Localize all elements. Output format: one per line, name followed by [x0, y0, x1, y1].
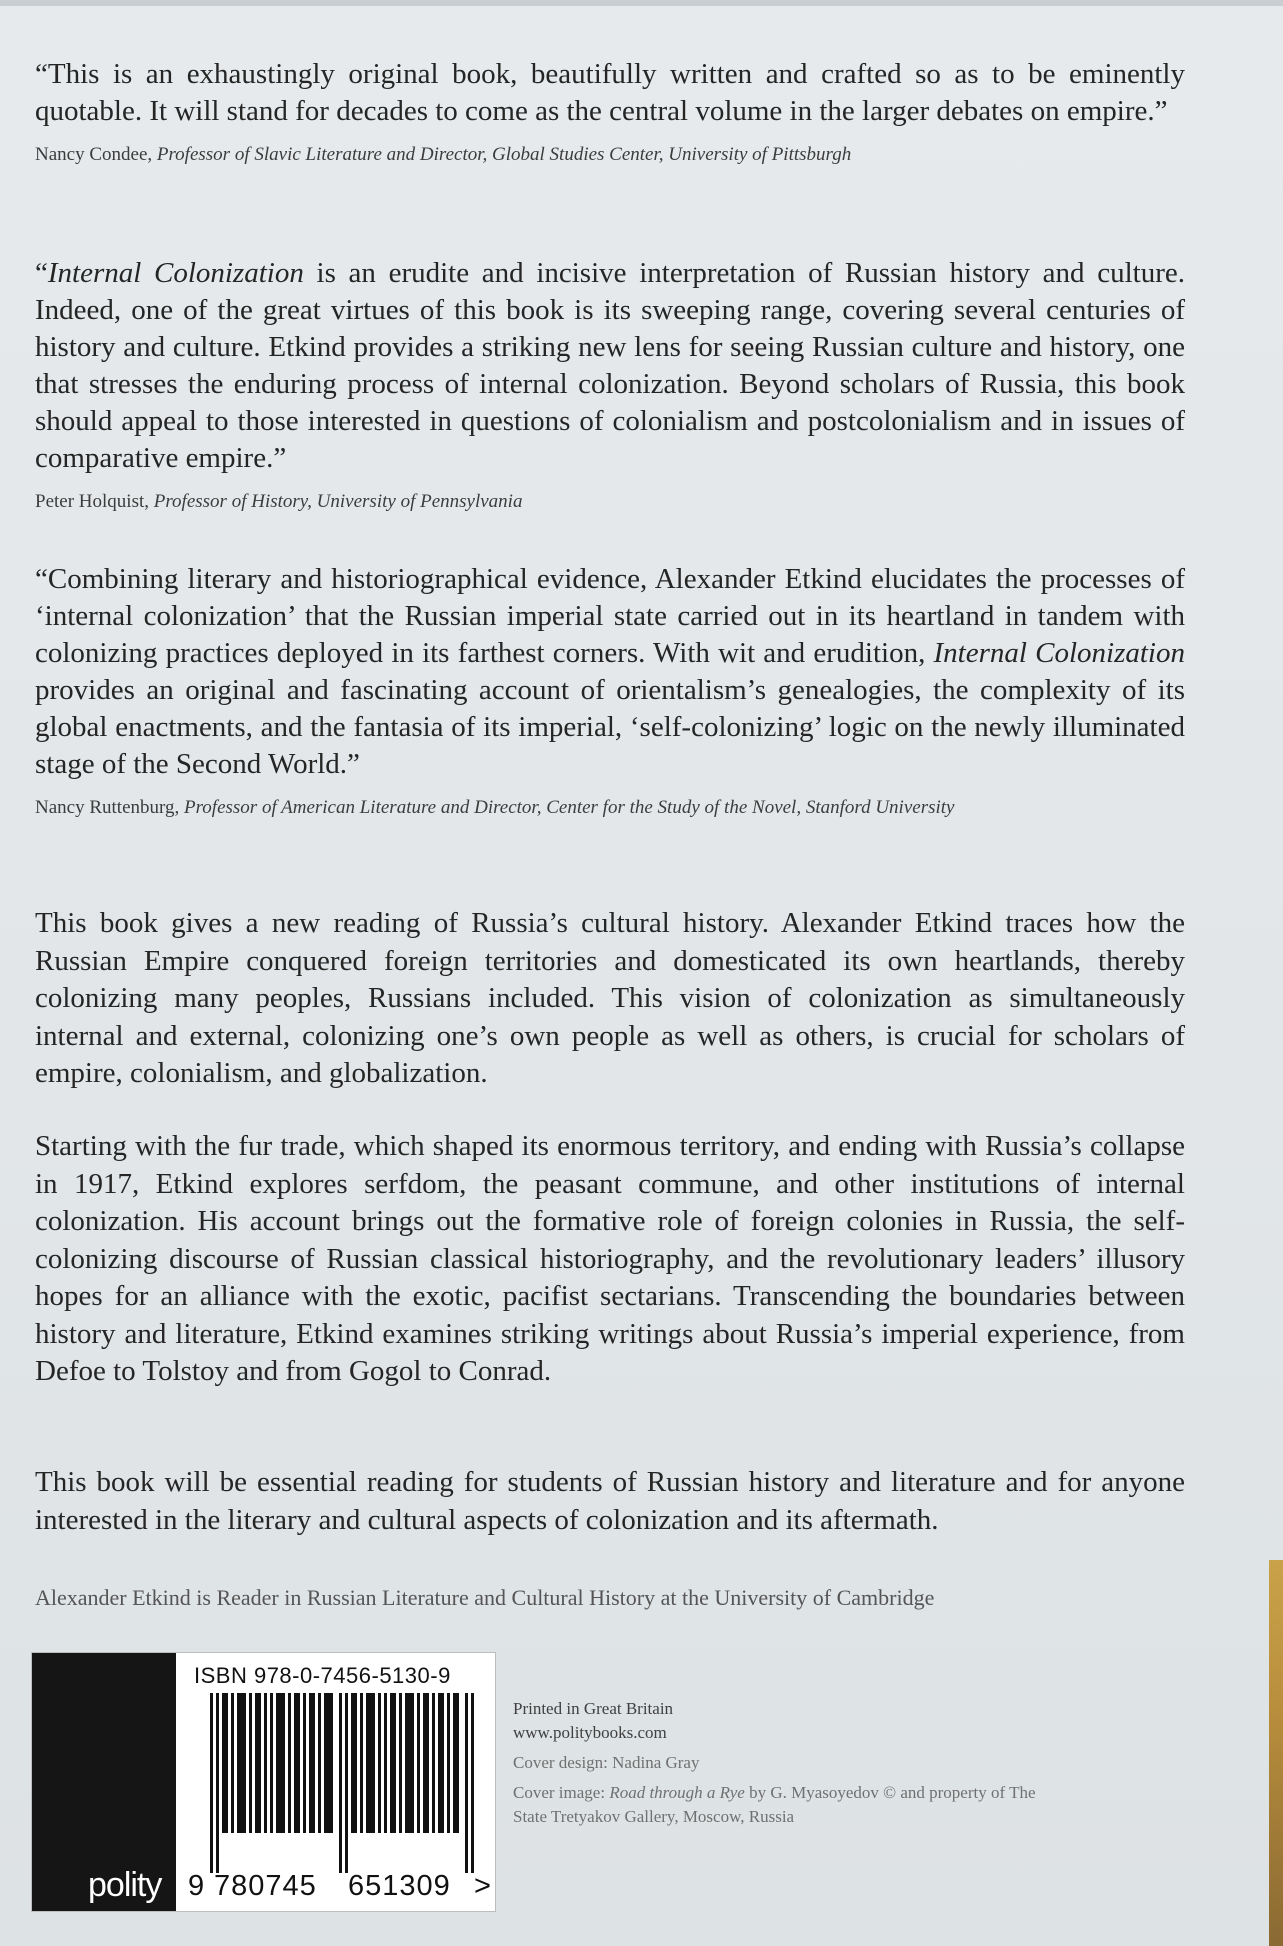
print-info — [513, 1697, 1073, 1829]
blurb-name: Nancy Condee, — [35, 144, 153, 165]
description-paragraph-1: This book gives a new reading of Russia’s cultural history. Alexander Etkind traces how the Russian Empire conquered foreign territories and domesticated its own heartlands, thereby colonizing many peoples, Russians included. This vision of colonization as simultaneously internal and external, colonizing one’s own people as well as others, is crucial for scholars of empire, colonialism, and globalization. — [35, 907, 1185, 1089]
blurb-attribution — [35, 487, 1185, 517]
book-title: Internal Colonization — [47, 257, 304, 289]
barcode-group-1: 780745 — [214, 1870, 317, 1902]
blurb-name: Nancy Ruttenburg, — [35, 797, 180, 818]
blurb-name: Peter Holquist, — [35, 491, 149, 512]
printed-in: Printed in Great Britain — [513, 1699, 674, 1718]
cover-painting-edge — [1269, 1560, 1283, 1946]
blurb-condee — [35, 56, 1185, 170]
blurb-attribution — [35, 793, 1185, 823]
blurb-role: Professor of History, University of Pennsylvania — [153, 491, 523, 512]
blurb-ruttenburg — [35, 561, 1185, 823]
blurb-text: “Combining literary and historiographical evidence, Alexander Etkind elucidates the processes of ‘internal colonization’ that the Russian imperial state carried out in its heartland in tandem with colonizing practices deployed in its farthest corners. With wit and erudition, Internal Colonization provides an original and fascinating account of orientalism’s genealogies, the complexity of its global enactments, and the fantasia of its imperial, ‘self-colonizing’ logic on the newly illuminated stage of the Second World.” — [35, 563, 1185, 780]
barcode-arrow: > — [474, 1870, 492, 1902]
blurb-text: “This is an exhaustingly original book, beautifully written and crafted so as to be eminently quotable. It will stand for decades to come as the central volume in the larger debates on empire.” — [35, 58, 1185, 127]
publisher-url: www.politybooks.com — [513, 1723, 667, 1742]
barcode-group-2: 651309 — [348, 1870, 451, 1902]
cover-image-credit: Cover image: Road through a Rye by G. Myasoyedov © and property of The State Tretyakov Gallery, Moscow, Russia — [513, 1783, 1036, 1826]
blurb-role: Professor of American Literature and Director, Center for the Study of the Novel, Stanford University — [184, 797, 955, 818]
isbn-label: ISBN 978-0-7456-5130-9 — [194, 1663, 451, 1688]
publisher-logo-panel — [32, 1653, 176, 1911]
blurb-role: Professor of Slavic Literature and Director, Global Studies Center, University of Pittsburgh — [156, 144, 852, 165]
polity-logo: polity — [88, 1866, 162, 1904]
barcode-first-digit: 9 — [188, 1870, 206, 1902]
blurb-attribution — [35, 140, 1185, 170]
barcode-icon — [210, 1693, 480, 1873]
book-title: Internal Colonization — [933, 637, 1185, 669]
blurb-text: “Internal Colonization is an erudite and incisive interpretation of Russian history and culture. Indeed, one of the great virtues of this book is its sweeping range, covering several centuries of history and culture. Etkind provides a striking new lens for seeing Russian culture and history, one that stresses the enduring process of internal colonization. Beyond scholars of Russia, this book should appeal to those interested in questions of colonialism and postcolonialism and in issues of comparative empire.” — [35, 257, 1185, 474]
top-edge-strip — [0, 0, 1283, 6]
description-paragraph-3: This book will be essential reading for students of Russian history and literature and for anyone interested in the literary and cultural aspects of colonization and its aftermath. — [35, 1466, 1185, 1536]
barcode-panel — [31, 1652, 496, 1912]
description-paragraph-2: Starting with the fur trade, which shaped its enormous territory, and ending with Russia’s collapse in 1917, Etkind explores serfdom, the peasant commune, and other institutions of internal colonization. His account brings out the formative role of foreign colonies in Russia, the self-colonizing discourse of Russian classical historiography, and the revolutionary leaders’ illusory hopes for an alliance with the exotic, pacifist sectarians. Transcending the boundaries between history and literature, Etkind examines striking writings about Russia’s imperial experience, from Defoe to Tolstoy and from Gogol to Conrad. — [35, 1130, 1185, 1387]
cover-design-credit: Cover design: Nadina Gray — [513, 1753, 700, 1772]
author-bio: Alexander Etkind is Reader in Russian Literature and Cultural History at the University of Cambridge — [35, 1585, 935, 1610]
blurb-holquist — [35, 255, 1185, 517]
